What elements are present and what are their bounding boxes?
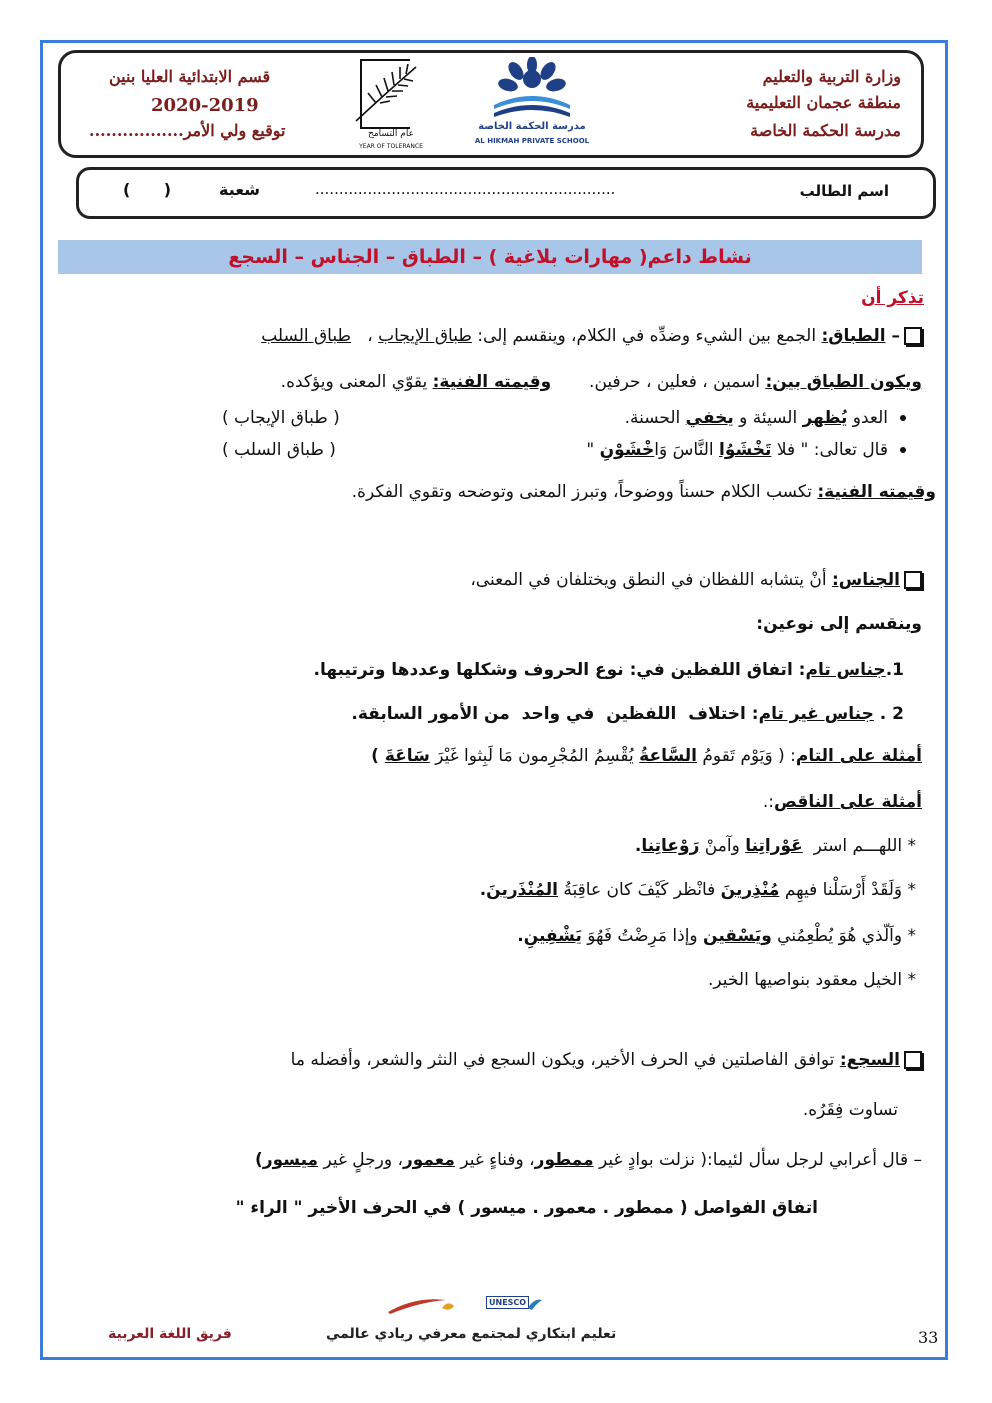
- p3-mid: وإذا مَرِضْتُ فَهُوَ: [581, 926, 704, 946]
- remember-heading: تذكر أن: [861, 288, 924, 308]
- p1-word1: عَوْراتِنا: [745, 836, 803, 856]
- ex-partial-post: :.: [762, 792, 774, 812]
- saja-agreement: اتفاق الفواصل ( ممطور . معمور . ميسور ) في الحرف الأخير " الراء ": [235, 1198, 818, 1218]
- tibaq-example-2-type: ( طباق السلب ): [222, 440, 336, 460]
- school-logo-icon: [466, 57, 598, 127]
- section-value-field[interactable]: ( ): [123, 180, 172, 199]
- saja-definition-2: تساوت فِقَرُه.: [802, 1100, 898, 1120]
- tolerance-arabic: عام التسامح: [368, 129, 414, 139]
- p2-mid: فانْظر كَيْفَ كان عاقِبَةُ: [558, 880, 721, 900]
- ex-full-pre: : ( وَيَوْم تَقومُ: [697, 746, 796, 766]
- saja-post: ): [255, 1150, 263, 1170]
- footer-logos: [386, 1294, 546, 1318]
- p2-word2: المُنْذَرينَ: [486, 880, 559, 900]
- tibaq-example-1-type: ( طباق الإيجاب ): [222, 408, 340, 428]
- header-box: [58, 50, 924, 158]
- tibaq-example-1: [625, 408, 906, 428]
- footer-slogan: تعليم ابتكاري لمجتمع معرفي ريادي عالمي: [326, 1326, 617, 1342]
- ex2-word1: تَخْشَوُا: [719, 440, 772, 460]
- t2-num: 2 .: [879, 704, 904, 724]
- ex-full-mid: يُقْسِمُ المُجْرِمون مَا لَبِثوا غَيْرَ: [429, 746, 640, 766]
- footer-team: فريق اللغة العربية: [108, 1326, 232, 1342]
- tibaq-example-2: [586, 440, 906, 460]
- saja-word3: ميسور: [262, 1150, 319, 1170]
- parent-signature: توقيع ولي الأمر.................: [89, 121, 286, 140]
- ex-full-label: أمثلة على التام: [795, 746, 922, 766]
- tibaq-formed-label: ويكون الطباق بين:: [765, 372, 922, 392]
- tibaq-type2: طباق السلب: [261, 326, 352, 346]
- tibaq-value2-text: تكسب الكلام حسناً ووضوحاً، وتبرز المعنى وتوضحه وتقوي الفكرة.: [351, 482, 818, 502]
- ex2-mid: النَّاسَ وَا: [654, 440, 720, 460]
- student-name-label: اسم الطالب: [799, 182, 889, 200]
- ex2-pre: قال تعالى: " فلا: [771, 440, 888, 460]
- saja-def1: توافق الفاصلتين في الحرف الأخير، ويكون السجع في النثر والشعر، وأفضله ما: [290, 1050, 840, 1070]
- ex2-post: ": [586, 440, 600, 460]
- p3-pre: * واَلّذي هُوَ يُطْعِمُني: [771, 926, 916, 946]
- p1-mid: وآمنْ: [699, 836, 746, 856]
- ex1-word2: يخفي: [685, 408, 734, 428]
- page-number: 33: [918, 1328, 939, 1347]
- ex1-word1: يُظهر: [802, 408, 848, 428]
- tibaq-term: الطباق:: [821, 326, 886, 346]
- bullet-icon: [900, 447, 906, 453]
- zone-name: منطقة عجمان التعليمية: [746, 93, 901, 112]
- section-name: قسم الابتدائية العليا بنين: [109, 67, 271, 86]
- tolerance-logo: [346, 59, 436, 155]
- jinas-partial-ex-1: [635, 836, 916, 856]
- unesco-logo: UNESCO: [486, 1296, 529, 1309]
- p1-word2: رَوْعاتِنا: [641, 836, 700, 856]
- t1-name: جناس تام: [805, 660, 886, 680]
- school-logo-arabic: مدرسة الحكمة الخاصة: [478, 121, 586, 132]
- p3-word1: ويَسْقين: [703, 926, 772, 946]
- checkbox-icon: [904, 327, 922, 345]
- ex1-pre: العدو: [847, 408, 888, 428]
- tolerance-english: YEAR OF TOLERANCE: [359, 143, 423, 150]
- t2-name: جناس غير تام: [758, 704, 874, 724]
- saja-word2: معمور: [402, 1150, 455, 1170]
- saja-example: [255, 1150, 922, 1170]
- tibaq-value-text: يقوّي المعنى ويؤكده.: [280, 372, 433, 392]
- jinas-definition: [470, 570, 922, 590]
- tibaq-sep: ،: [351, 326, 379, 346]
- saja-word1: ممطور: [534, 1150, 594, 1170]
- saja-definition: [291, 1050, 922, 1070]
- tibaq-value-2: [352, 482, 936, 502]
- palm-branch-icon: [346, 59, 436, 129]
- hands-logo-icon: [526, 1294, 546, 1314]
- p2-word1: مُنْذِرينَ: [720, 880, 780, 900]
- ex-full-post: ): [371, 746, 385, 766]
- p1-post: .: [634, 836, 642, 856]
- jinas-type-1: [314, 660, 904, 680]
- tibaq-formed: [281, 372, 922, 392]
- ex-full-word2: سَاعَةَ: [384, 746, 430, 766]
- tibaq-type1: طباق الإيجاب: [378, 326, 472, 346]
- section-label: شعبة: [219, 180, 260, 199]
- school-name: مدرسة الحكمة الخاصة: [750, 121, 901, 140]
- ex-partial-label: أمثلة على الناقص: [774, 792, 922, 812]
- saja-mid1: ، وفناءٍ غير: [454, 1150, 535, 1170]
- jinas-term: الجناس:: [831, 570, 900, 590]
- p3-word2: يَشْفِينِ: [523, 926, 582, 946]
- activity-title: نشاط داعم( مهارات بلاغية ) – الطباق – الجناس – السجع: [228, 246, 752, 268]
- jinas-type-2: [351, 704, 904, 724]
- bullet-icon: [900, 415, 906, 421]
- ex-full-word1: السَّاعةُ: [639, 746, 697, 766]
- t2-text: : اختلاف اللفظين في واحد من الأمور السابقة.: [351, 704, 759, 724]
- t1-text: : اتفاق اللفظين في: نوع الحروف وشكلها وعددها وترتيبها.: [313, 660, 806, 680]
- ex2-word2: خْشَوْنِ: [599, 440, 655, 460]
- school-logo-english: AL HIKMAH PRIVATE SCHOOL: [474, 137, 590, 145]
- p1-pre: * اللهـــم استر: [802, 836, 916, 856]
- student-info-box: [76, 167, 936, 219]
- jinas-partial-ex-3: [517, 926, 916, 946]
- p2-pre: * وَلَقَدْ أَرْسَلْنا فيهِم: [779, 880, 916, 900]
- student-name-field[interactable]: ...............................................................: [315, 180, 616, 198]
- tibaq-def: الجمع بين الشيء وضدِّه في الكلام، وينقسم إلى:: [471, 326, 822, 346]
- school-logo: [466, 57, 598, 153]
- tibaq-definition: – الطباق: الجمع بين الشيء وضدِّه في الكلام، وينقسم إلى: طباق الإيجاب ، طباق السلب: [261, 326, 922, 346]
- jinas-partial-ex-2: [480, 880, 916, 900]
- tibaq-formed-text: اسمين ، فعلين ، حرفين.: [551, 372, 766, 392]
- p2-post: .: [479, 880, 487, 900]
- ex1-post: الحسنة.: [624, 408, 686, 428]
- saja-ex-pre: – قال أعرابي لرجل سأل لئيما:( نزلت بوادٍ غير: [593, 1150, 922, 1170]
- tibaq-value2-label: وقيمته الفنية:: [817, 482, 936, 502]
- p3-post: .: [517, 926, 524, 946]
- jinas-divides: وينقسم إلى نوعين:: [756, 614, 922, 634]
- jinas-partial-ex-4: * الخيل معقود بنواصيها الخير.: [708, 970, 916, 990]
- saja-mid2: ، ورجلٍ غير: [318, 1150, 403, 1170]
- t1-num: 1.: [885, 660, 904, 680]
- ministry-name: وزارة التربية والتعليم: [762, 67, 901, 86]
- school-year: 2020-2019: [151, 95, 259, 116]
- checkbox-icon: [904, 1051, 922, 1069]
- swoosh-logo-icon: [386, 1294, 456, 1316]
- jinas-def: أنْ يتشابه اللفظان في النطق ويختلفان في المعنى،: [470, 570, 832, 590]
- activity-banner: [58, 240, 922, 274]
- ex1-mid: السيئة و: [733, 408, 803, 428]
- jinas-partial-label: [763, 792, 922, 812]
- tibaq-value-label: وقيمته الفنية:: [432, 372, 552, 392]
- jinas-full-examples: [371, 746, 922, 766]
- saja-term: السجع:: [839, 1050, 900, 1070]
- checkbox-icon: [904, 571, 922, 589]
